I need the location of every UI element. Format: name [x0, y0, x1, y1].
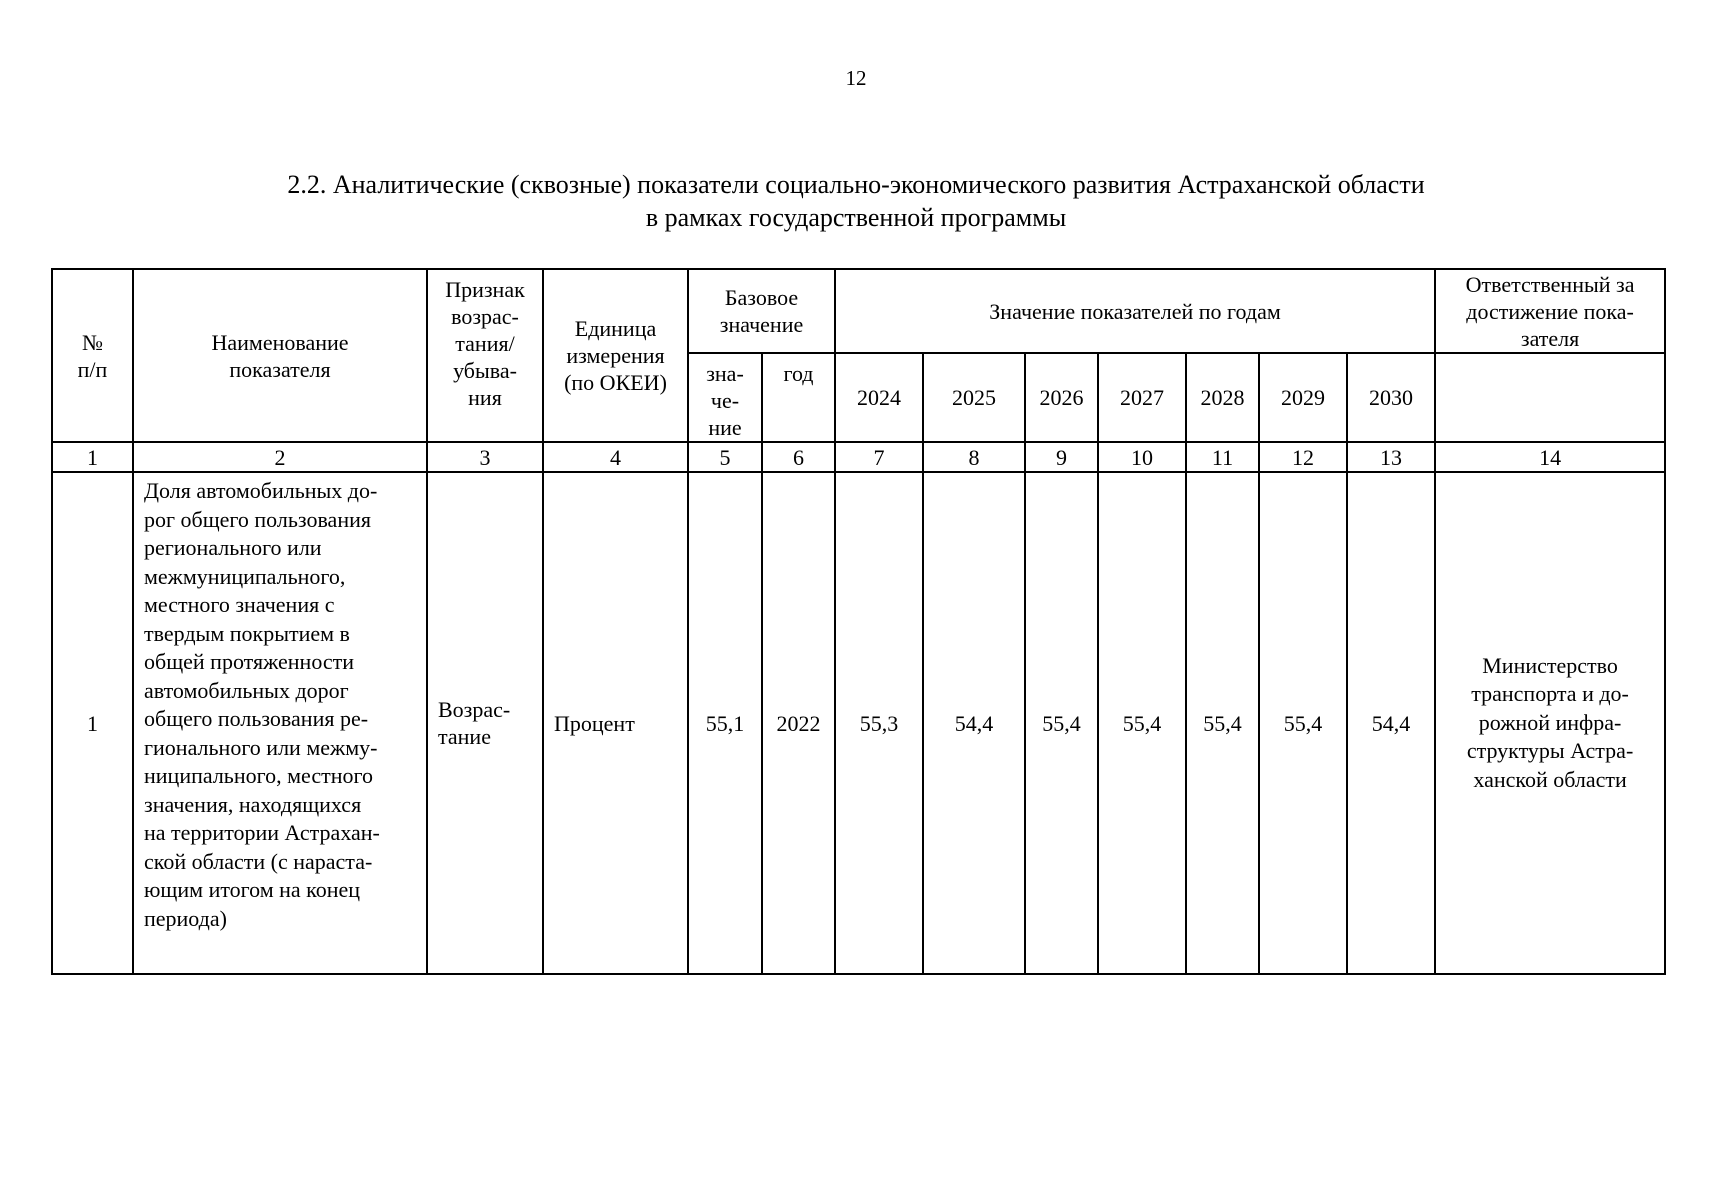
title-line-2: в рамках государственной программы: [645, 203, 1067, 232]
year-value: 55,4: [1098, 472, 1186, 974]
header-base-year: год: [762, 353, 835, 442]
column-number: 11: [1186, 442, 1259, 472]
header-year: 2029: [1259, 353, 1347, 442]
header-name: Наименование показателя: [133, 269, 427, 442]
title-line-1: 2.2. Аналитические (сквозные) показатели социально-экономического развития Астраханской области: [287, 170, 1425, 199]
column-number: 7: [835, 442, 923, 472]
header-num: № п/п: [52, 269, 133, 442]
header-year: 2030: [1347, 353, 1435, 442]
indicator-unit: Процент: [543, 472, 688, 974]
indicator-sign: Возрас- тание: [427, 472, 543, 974]
header-values-by-year: Значение показателей по годам: [835, 269, 1435, 353]
header-base: Базовое значение: [688, 269, 835, 353]
header-year: 2028: [1186, 353, 1259, 442]
column-number: 2: [133, 442, 427, 472]
base-value: 55,1: [688, 472, 762, 974]
header-unit: Единица измерения (по ОКЕИ): [543, 269, 688, 442]
column-number: 8: [923, 442, 1025, 472]
base-year: 2022: [762, 472, 835, 974]
header-responsible-blank: [1435, 353, 1665, 442]
column-number: 4: [543, 442, 688, 472]
column-number: 6: [762, 442, 835, 472]
header-base-value: зна- че- ние: [688, 353, 762, 442]
column-number: 1: [52, 442, 133, 472]
year-value: 55,4: [1025, 472, 1098, 974]
column-number: 5: [688, 442, 762, 472]
table-row: [52, 472, 1665, 974]
page-number: 12: [845, 66, 867, 90]
header-responsible: Ответственный за достижение пока- зателя: [1435, 269, 1665, 353]
column-number: 9: [1025, 442, 1098, 472]
header-year: 2027: [1098, 353, 1186, 442]
header-row-1: [52, 269, 1665, 353]
column-number-row: [52, 442, 1665, 472]
header-sign: Признак возрас- тания/ убыва- ния: [427, 269, 543, 442]
indicator-name: Доля автомобильных до- рог общего пользования регионального или межмуниципального, местного значения с твердым покрытием в общей протяженности автомобильных дорог общего пользования ре- гионального или межму- ниципального, местного значения, находящихся на территории Астрахан- ской области (с нараста- ющим итогом на конец периода): [133, 472, 427, 974]
year-value: 54,4: [923, 472, 1025, 974]
header-year: 2024: [835, 353, 923, 442]
column-number: 13: [1347, 442, 1435, 472]
year-value: 55,4: [1186, 472, 1259, 974]
column-number: 14: [1435, 442, 1665, 472]
year-value: 55,3: [835, 472, 923, 974]
responsible-body: Министерство транспорта и до- рожной инфра- структуры Астра- ханской области: [1435, 472, 1665, 974]
header-year: 2025: [923, 353, 1025, 442]
row-num: 1: [52, 472, 133, 974]
indicators-table: [51, 268, 1666, 975]
column-number: 3: [427, 442, 543, 472]
document-title: [0, 168, 1712, 234]
column-number: 10: [1098, 442, 1186, 472]
year-value: 55,4: [1259, 472, 1347, 974]
year-value: 54,4: [1347, 472, 1435, 974]
header-year: 2026: [1025, 353, 1098, 442]
column-number: 12: [1259, 442, 1347, 472]
